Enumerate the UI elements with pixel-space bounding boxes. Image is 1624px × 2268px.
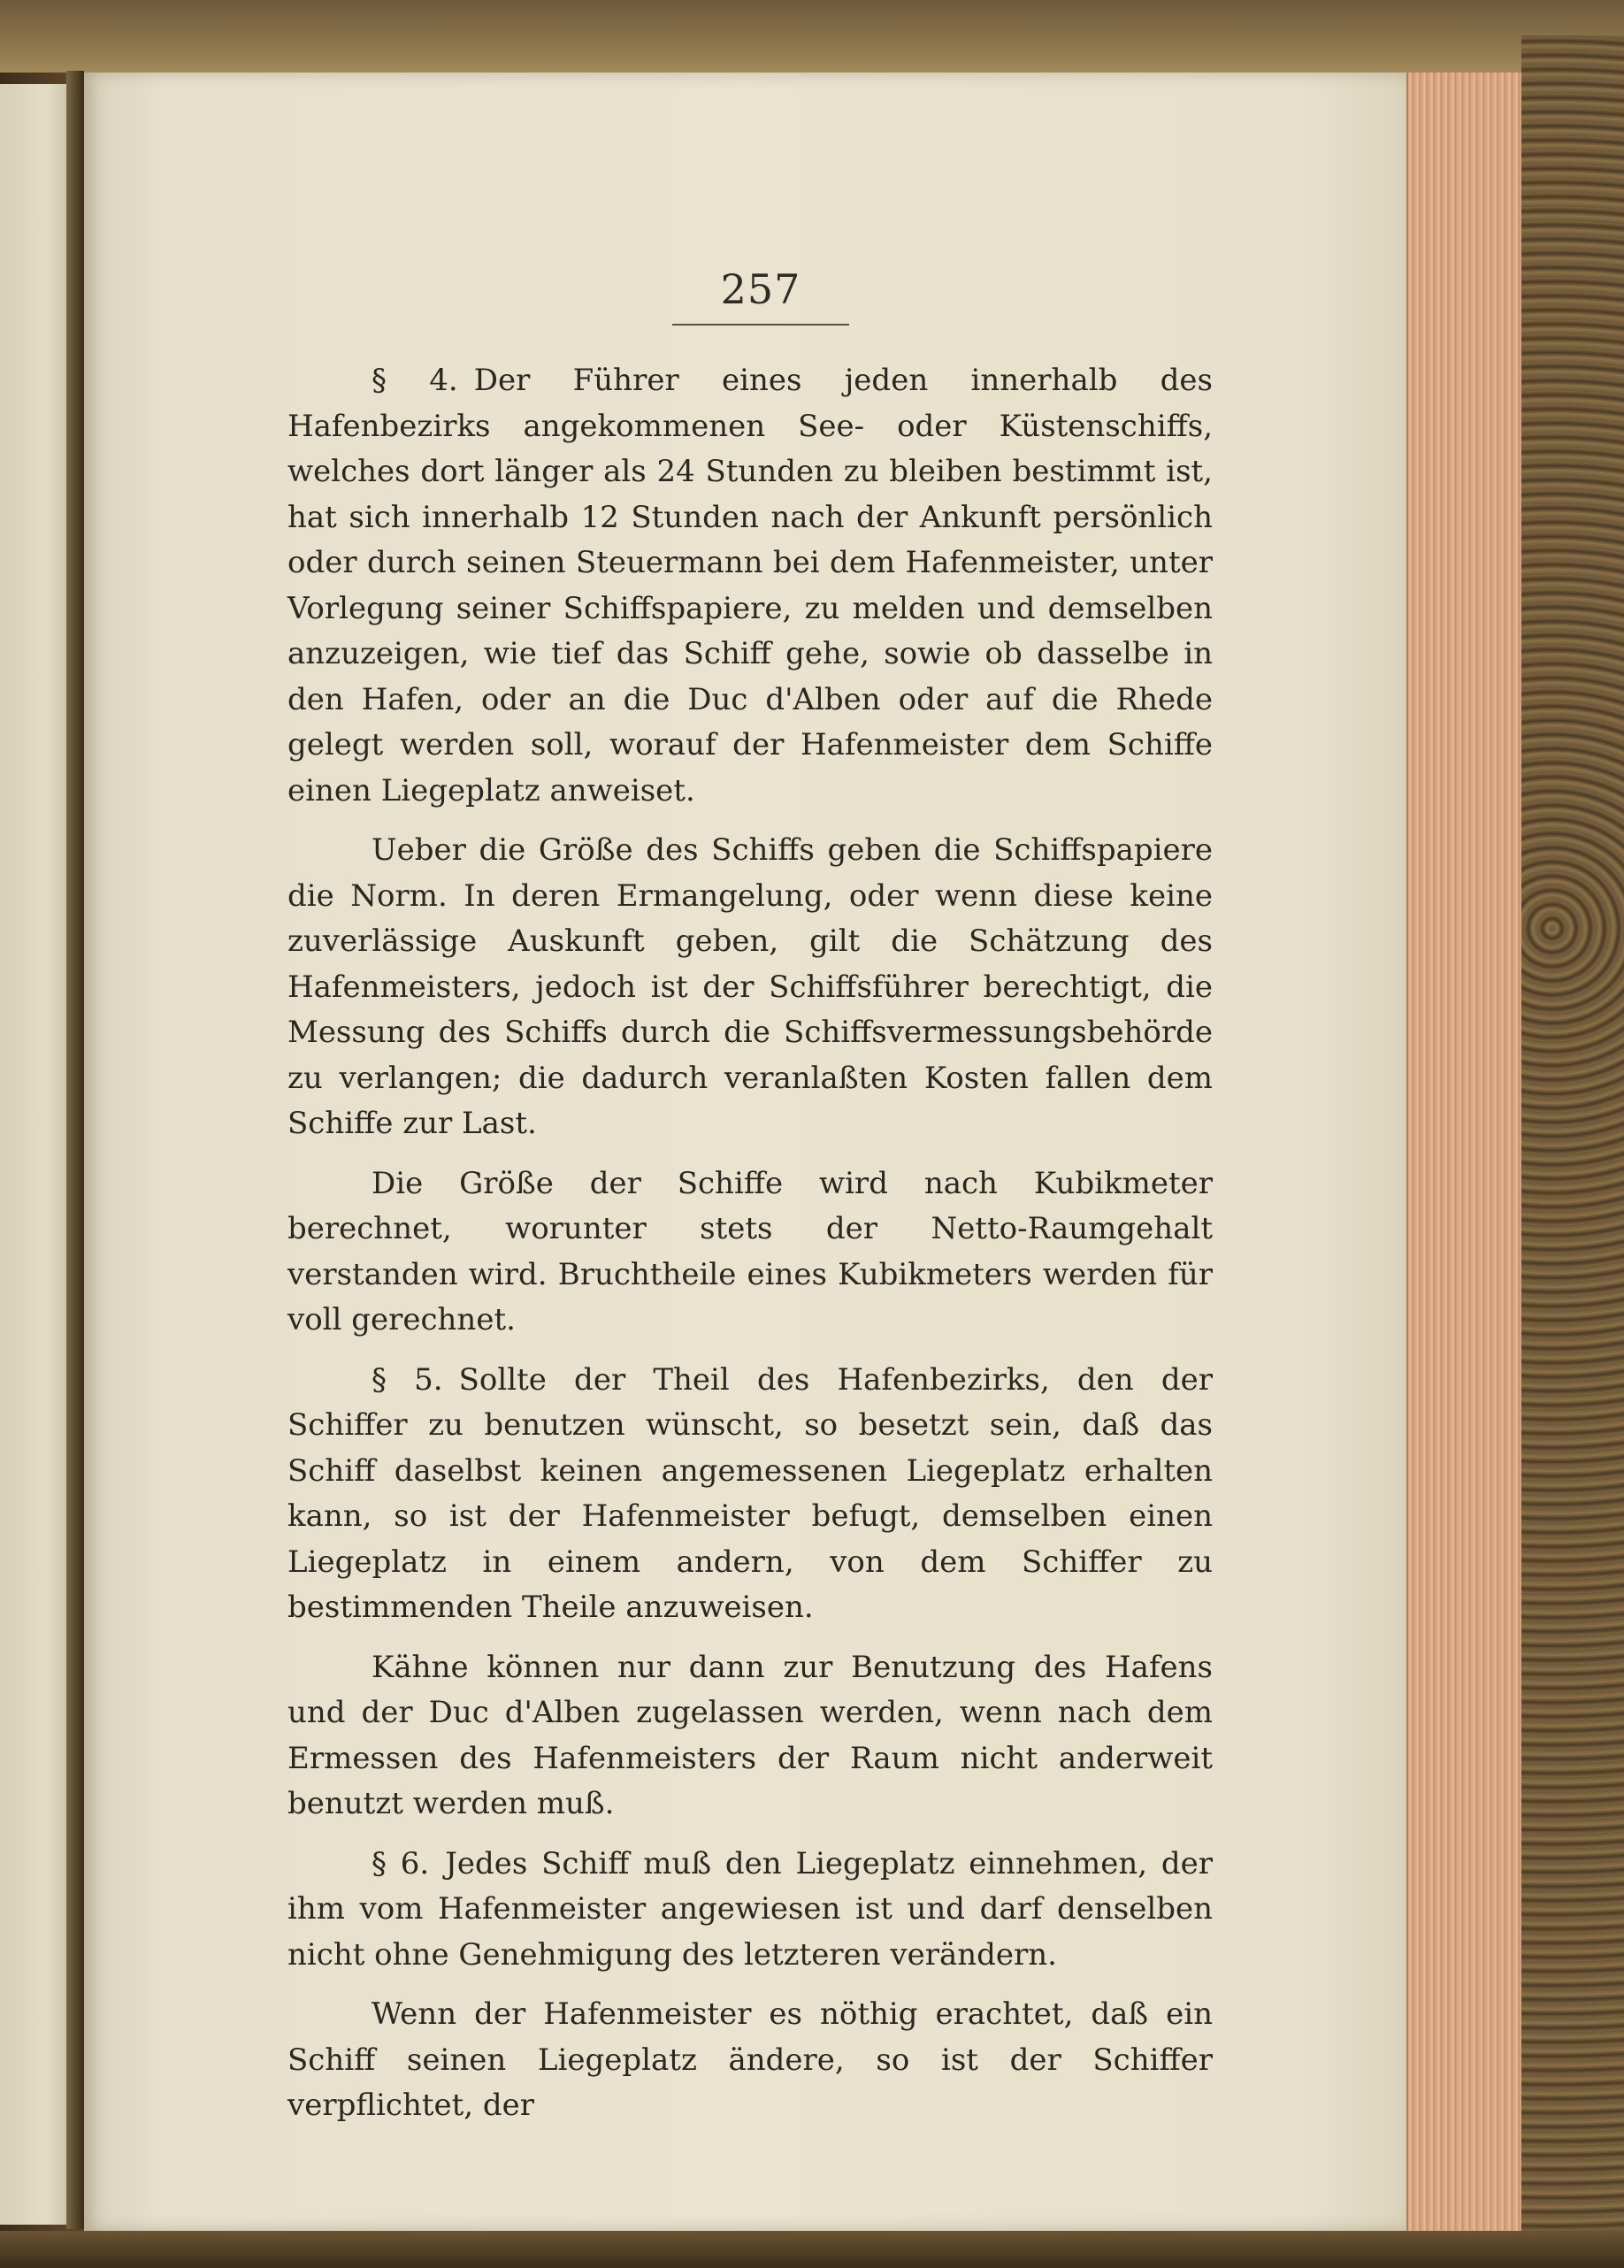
- paragraph: [287, 1645, 1213, 1827]
- paragraph: [287, 828, 1213, 1147]
- body-text: [287, 358, 1213, 2143]
- page-number-rule: [672, 324, 849, 326]
- book-gutter: [66, 71, 84, 2229]
- paragraph-text: Kähne können nur dann zur Benutzung des Hafens und der Duc d'Alben zugelassen werden, wenn nach dem Ermessen des Hafenmeisters der Raum nicht anderweit benutzt werden muß.: [287, 1649, 1213, 1821]
- paragraph: [287, 1161, 1213, 1344]
- paragraph-text: Sollte der Theil des Hafenbezirks, den der Schiffer zu benutzen wünscht, so besetzt sein, daß das Schiff daselbst keinen angemessenen Liegeplatz erhalten kann, so ist der Hafenmeister befugt, demselben einen Liegeplatz in einem andern, von dem Schiffer zu bestimmenden Theile anzuweisen.: [287, 1361, 1213, 1625]
- page-number: 257: [720, 265, 801, 313]
- paragraph-section-5: [287, 1358, 1213, 1631]
- marbled-cover: [1521, 35, 1624, 2268]
- paragraph-text: Der Führer eines jeden innerhalb des Hafenbezirks angekommenen See- oder Küstenschiffs, welches dort länger als 24 Stunden zu bleiben bestimmt ist, hat sich innerhalb 12 Stunden nach der Ankunft persönlich oder durch seinen Steuermann bei dem Hafenmeister, unter Vorlegung seiner Schiffspapiere, zu melden und demselben anzuzeigen, wie tief das Schiff gehe, sowie ob dasselbe in den Hafen, oder an die Duc d'Alben oder auf die Rhede gelegt werden soll, worauf der Hafenmeister dem Schiffe einen Liegeplatz anweiset.: [287, 363, 1214, 808]
- section-marker: § 5.: [372, 1361, 443, 1398]
- page-stack-edges: [1406, 73, 1523, 2231]
- paragraph-text: Die Größe der Schiffe wird nach Kubikmeter berechnet, worunter stets der Netto-Raumgehalt verstanden wird. Bruchtheile eines Kubikmeters werden für voll gerechnet.: [287, 1165, 1213, 1337]
- paragraph: [287, 1992, 1213, 2129]
- paragraph-text: Jedes Schiff muß den Liegeplatz einnehmen, der ihm vom Hafenmeister angewiesen ist und darf denselben nicht ohne Genehmigung des letzteren verändern.: [287, 1845, 1214, 1973]
- paragraph-section-6: [287, 1842, 1213, 1979]
- paragraph-text: Ueber die Größe des Schiffs geben die Schiffspapiere die Norm. In deren Ermangelung, oder wenn diese keine zuverlässige Auskunft geben, gilt die Schätzung des Hafenmeisters, jedoch ist der Schiffsführer berechtigt, die Messung des Schiffs durch die Schiffsvermessungsbehörde zu verlangen; die dadurch veranlaßten Kosten fallen dem Schiffe zur Last.: [287, 832, 1213, 1141]
- book-cover-top: [0, 0, 1624, 73]
- paragraph-text: Wenn der Hafenmeister es nöthig erachtet, daß ein Schiff seinen Liegeplatz ändere, so ist der Schiffer verpflichtet, der: [287, 1996, 1213, 2123]
- paragraph-section-4: [287, 358, 1213, 814]
- book-cover-bottom: [0, 2231, 1624, 2268]
- section-marker: § 6.: [372, 1845, 430, 1881]
- section-marker: § 4.: [372, 363, 458, 398]
- previous-page-edge: [0, 84, 68, 2225]
